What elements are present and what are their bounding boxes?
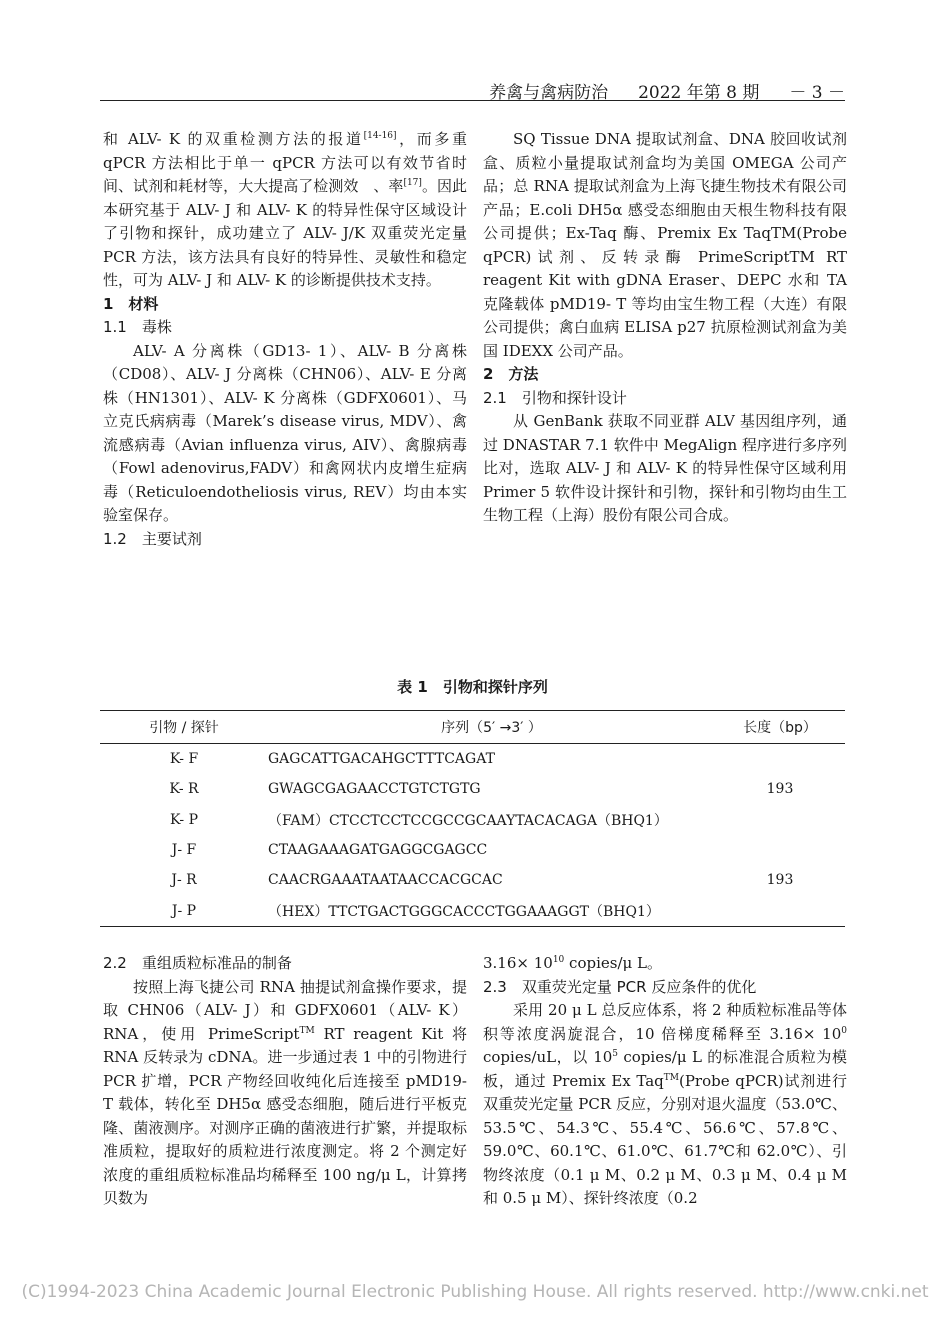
primer-sequence: （HEX）TTCTGACTGGGCACCCTGGAAAGGT（BHQ1） — [268, 895, 715, 926]
intro-text-b: ，而多重 qPCR 方法相比于单一 qPCR 方法可以有效节省时间、试剂和耗材等，大大提高了检测效 、率 — [103, 130, 467, 195]
copies-text-a: 3.16× 10 — [483, 954, 553, 972]
intro-text-c: 。因此本研究基于 ALV- J 和 ALV- K 的特异性保守区域设计了引物和探针，成功建立了 ALV- J/K 双重荧光定量 PCR 方法，该方法具有良好的特异性、灵敏性和稳定性，可为 ALV- J 和 ALV- K 的诊断提供技术支持。 — [103, 177, 467, 289]
table-row — [100, 895, 845, 926]
subsection-heading-reagents: 1.2 主要试剂 — [103, 529, 202, 548]
product-length: 193 — [766, 781, 794, 798]
product-length — [715, 744, 845, 775]
reagents-paragraph: SQ Tissue DNA 提取试剂盒、DNA 胶回收试剂盒、质粒小量提取试剂盒均为美国 OMEGA 公司产品；总 RNA 提取试剂盒为上海飞捷生物技术有限公司产品；E.coli DH5α 感受态细胞由天根生物科技有限公司提供；Ex-Taq 酶、Premix Ex TaqTM(Probe qPCR)试剂、反转录酶 PrimeScriptTM RT reagent Kit with gDNA Eraser、DEPC 水和 TA 克隆载体 pMD19- T 等均由宝生物工程（大连）有限公司提供；禽白血病 ELISA p27 抗原检测试剂盒为美国 IDEXX 公司产品。 — [483, 130, 847, 360]
product-length — [715, 805, 845, 835]
optimization-paragraph — [483, 999, 847, 1211]
primer-name: K- P — [169, 811, 199, 828]
table-row — [100, 744, 845, 775]
left-column-bottom — [103, 952, 467, 1211]
table-row — [100, 774, 845, 804]
primer-name: J- F — [171, 842, 197, 859]
primer-name: K- F — [169, 751, 199, 768]
subsection-heading-plasmid: 2.2 重组质粒标准品的制备 — [103, 954, 292, 972]
primer-name: J- P — [100, 895, 268, 926]
issue-label: 2022 年第 8 期 — [638, 83, 760, 103]
section-heading-materials: 1 材料 — [103, 294, 159, 313]
opt-text-d: (Probe qPCR)试剂进行双重荧光定量 PCR 反应，分别对退火温度（53.0℃、53.5℃、54.3℃、55.4℃、56.6℃、57.8℃、59.0℃、60.1℃、61.0℃、61.7℃和 62.0℃）、引物终浓度（0.1 μ M、0.2 μ M、0.3 μ M、0.4 μ M 和 0.5 μ M）、探针终浓度（0.2 — [483, 1071, 847, 1207]
copies-text-b: copies/μ L。 — [564, 954, 662, 972]
table-header-primer: 引物 / 探针 — [100, 711, 268, 744]
citation-ref: [17] — [403, 178, 422, 188]
table-row — [100, 865, 845, 895]
subsection-heading-design: 2.1 引物和探针设计 — [483, 388, 627, 407]
intro-text-a: 和 ALV- K 的双重检测方法的报道 — [103, 130, 364, 148]
exponent-sup: 10 — [552, 955, 565, 965]
primer-name: K- R — [169, 781, 199, 798]
right-column-bottom — [483, 952, 847, 1211]
copies-paragraph — [483, 952, 847, 976]
intro-paragraph — [103, 128, 467, 293]
product-length — [715, 835, 845, 865]
primer-name: J- R — [171, 872, 197, 889]
product-length: 193 — [766, 872, 794, 889]
table-header-length: 长度（bp） — [715, 711, 845, 744]
primer-sequence: GWAGCGAGAACCTGTCTGTG — [268, 781, 481, 798]
page-number: － 3 － — [789, 83, 845, 103]
opt-text-c: copies/μ L 的标准混合质粒为模板，通过 Premix Ex Taq — [483, 1048, 847, 1090]
subsection-heading-optimization: 2.3 双重荧光定量 PCR 反应条件的优化 — [483, 977, 757, 996]
opt-text-a: 采用 20 μ L 总反应体系，将 2 种质粒标准品等体积等浓度涡旋混合，10 倍梯度稀释至 3.16× 10 — [483, 1001, 847, 1043]
primer-sequence: （FAM）CTCCTCCTCCGCCGCAAYTACACAGA（BHQ1） — [268, 812, 668, 829]
plasmid-text-a: 按照上海飞捷公司 RNA 抽提试剂盒操作要求，提取 CHN06（ALV- J）和 GDFX0601（ALV- K）RNA，使用 PrimeScript — [103, 977, 467, 1043]
section-heading-methods: 2 方法 — [483, 365, 539, 383]
exponent-sup: 0 — [841, 1025, 847, 1036]
exponent-sup: 5 — [612, 1049, 619, 1059]
primer-sequence: CTAAGAAAGATGAGGCGAGCC — [268, 842, 488, 859]
table-row — [100, 805, 845, 835]
left-column-top — [103, 128, 467, 551]
plasmid-paragraph — [103, 976, 467, 1211]
table-row — [100, 835, 845, 865]
plasmid-text-b: RT reagent Kit 将 RNA 反转录为 cDNA。进一步通过表 1 中的引物进行 PCR 扩增，PCR 产物经回收纯化后连接至 pMD19- T 载体，转化至 DH5α 感受态细胞，随后进行平板克隆、菌液测序。对测序正确的菌液进行扩繁，并提取标准质粒，提取好的质粒进行浓度测定。将 2 个测定好浓度的重组质粒标准品均稀释至 100 ng/μ L，计算拷贝数为 — [103, 1024, 467, 1207]
trademark-sup: TM — [663, 1072, 679, 1083]
journal-name: 养禽与禽病防治 — [489, 83, 609, 103]
primer-sequence: GAGCATTGACAHGCTTTCAGAT — [268, 751, 495, 768]
citation-ref: [14-16] — [363, 131, 397, 141]
copyright-footer: (C)1994-2023 China Academic Journal Electronic Publishing House. All rights reserved. http://www.cnki.net — [21, 1282, 929, 1302]
strains-paragraph: ALV- A 分离株（GD13- 1）、ALV- B 分离株（CD08）、ALV- J 分离株（CHN06）、ALV- E 分离株（HN1301）、ALV- K 分离株（GDFX0601）、马立克氏病病毒（Marek’s disease virus, MDV）、禽流感病毒（Avian influenza virus, AIV）、禽腺病毒（Fowl adenovirus,FADV）和禽网状内皮增生症病毒（Reticuloendotheliosis virus, REV）均由本实验室保存。 — [103, 341, 467, 524]
table-title: 表 1 引物和探针序列 — [397, 678, 548, 696]
product-length — [715, 895, 845, 926]
trademark-sup: TM — [299, 1025, 315, 1036]
right-column-top — [483, 128, 847, 528]
primer-table — [100, 710, 845, 927]
design-paragraph: 从 GenBank 获取不同亚群 ALV 基因组序列，通过 DNASTAR 7.1 软件中 MegAlign 程序进行多序列比对，选取 ALV- J 和 ALV- K 的特异性保守区域利用 Primer 5 软件设计探针和引物，探针和引物均由生工生物工程（上海）股份有限公司合成。 — [483, 412, 847, 524]
running-header — [100, 78, 845, 101]
subsection-heading-strains: 1.1 毒株 — [103, 318, 172, 336]
primer-sequence: CAACRGAAATAATAACCACGCAC — [268, 872, 503, 889]
table-header-sequence: 序列（5′ →3′ ） — [268, 711, 715, 744]
opt-text-b: copies/uL，以 10 — [483, 1048, 613, 1066]
